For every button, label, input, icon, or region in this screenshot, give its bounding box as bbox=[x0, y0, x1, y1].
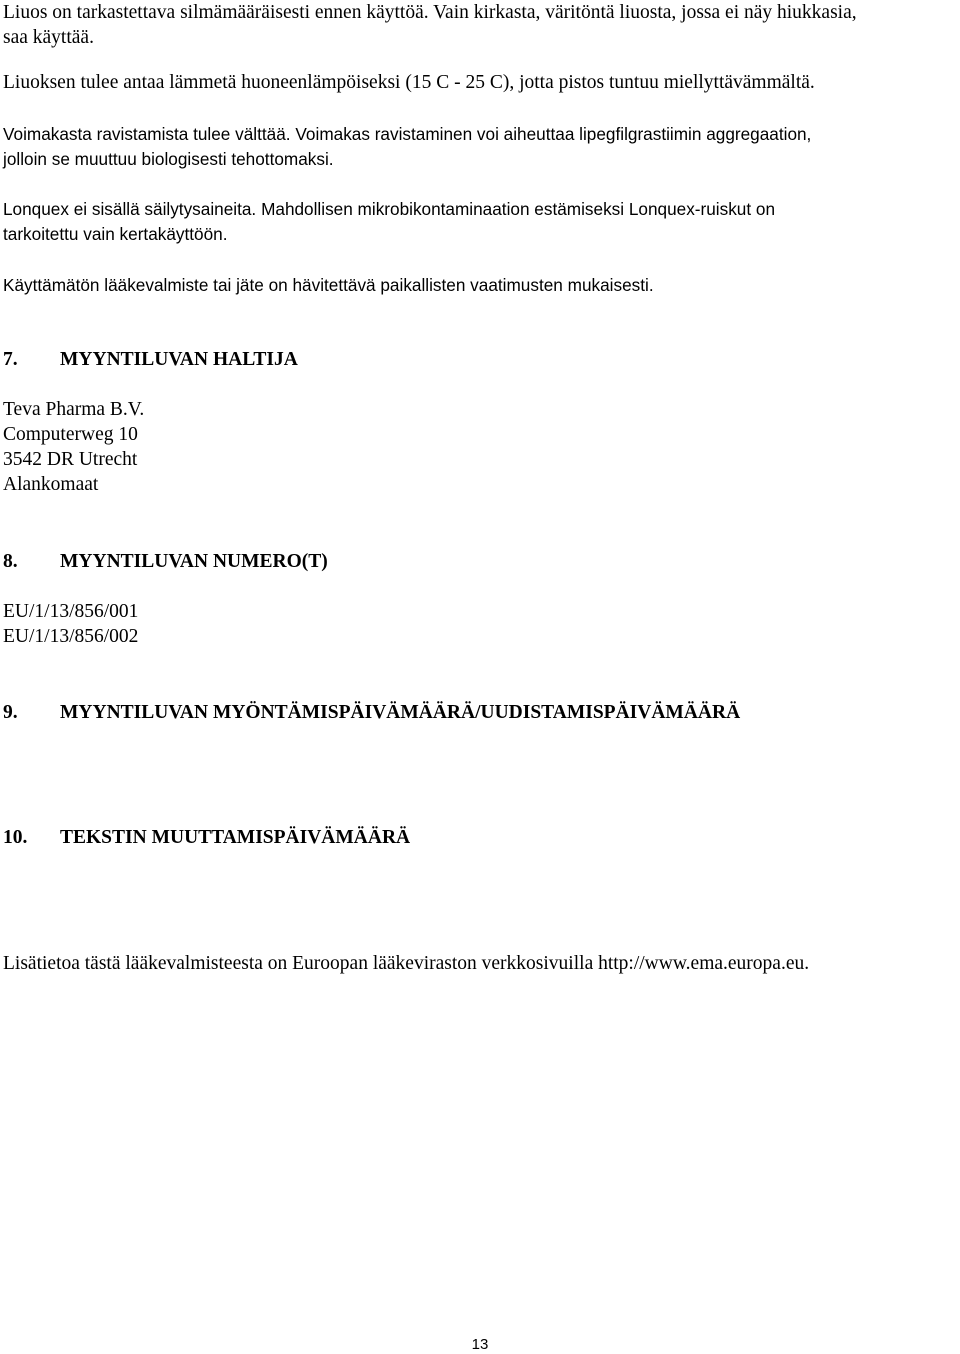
section-9-heading bbox=[3, 700, 740, 725]
authorisation-numbers bbox=[3, 599, 953, 649]
section-7-heading bbox=[3, 347, 298, 372]
shaking-sentence-b: Voimakas ravistaminen voi aiheuttaa lipegfilgrastiimin aggregaation, bbox=[295, 124, 812, 144]
ema-info-line: Lisätietoa tästä lääkevalmisteesta on Euroopan lääkeviraston verkkosivuilla http://www.ema.europa.eu. bbox=[3, 953, 810, 974]
holder-country: Alankomaat bbox=[3, 474, 99, 495]
section-10-title: TEKSTIN MUUTTAMISPÄIVÄMÄÄRÄ bbox=[60, 827, 411, 848]
shaking-sentence-a: Voimakasta ravistamista tulee välttää. bbox=[3, 124, 291, 144]
authorisation-number-1: EU/1/13/856/001 bbox=[3, 601, 139, 622]
inspection-line-1: Liuos on tarkastettava silmämääräisesti ennen käyttöä. Vain kirkasta, väritöntä liuosta, jossa ei näy hiukkasia, bbox=[3, 2, 857, 23]
preservative-paragraph bbox=[3, 197, 953, 247]
inspection-line-2: saa käyttää. bbox=[3, 27, 94, 48]
shaking-paragraph bbox=[3, 122, 953, 172]
inspection-paragraph bbox=[3, 0, 953, 50]
section-10-heading bbox=[3, 825, 410, 850]
section-9-number: 9. bbox=[3, 702, 18, 723]
section-9-title: MYYNTILUVAN MYÖNTÄMISPÄIVÄMÄÄRÄ/UUDISTAMISPÄIVÄMÄÄRÄ bbox=[60, 702, 741, 723]
holder-city: 3542 DR Utrecht bbox=[3, 449, 138, 470]
shaking-line-2: jolloin se muuttuu biologisesti tehottomaksi. bbox=[3, 149, 334, 169]
section-7-title: MYYNTILUVAN HALTIJA bbox=[60, 349, 298, 370]
holder-name: Teva Pharma B.V. bbox=[3, 399, 145, 420]
authorisation-number-2: EU/1/13/856/002 bbox=[3, 626, 139, 647]
preservative-line-2: tarkoitettu vain kertakäyttöön. bbox=[3, 224, 228, 244]
section-8-heading bbox=[3, 549, 328, 574]
warming-paragraph bbox=[3, 70, 953, 95]
section-7-number: 7. bbox=[3, 349, 18, 370]
preservative-sentence-b: Mahdollisen mikrobikontaminaation estämiseksi Lonquex-ruiskut on bbox=[261, 199, 776, 219]
section-8-number: 8. bbox=[3, 551, 18, 572]
warming-line: Liuoksen tulee antaa lämmetä huoneenlämpöiseksi (15 C - 25 C), jotta pistos tuntuu miellyttävämmältä. bbox=[3, 72, 815, 93]
disposal-line: Käyttämätön lääkevalmiste tai jäte on hävitettävä paikallisten vaatimusten mukaisesti. bbox=[3, 275, 654, 295]
section-10-number: 10. bbox=[3, 827, 28, 848]
ema-info-paragraph bbox=[3, 951, 953, 976]
page-number: 13 bbox=[471, 1336, 489, 1353]
disposal-paragraph bbox=[3, 273, 953, 298]
marketing-authorisation-holder bbox=[3, 397, 953, 497]
preservative-sentence-a: Lonquex ei sisällä säilytysaineita. bbox=[3, 199, 257, 219]
holder-street: Computerweg 10 bbox=[3, 424, 138, 445]
section-8-title: MYYNTILUVAN NUMERO(T) bbox=[60, 551, 328, 572]
